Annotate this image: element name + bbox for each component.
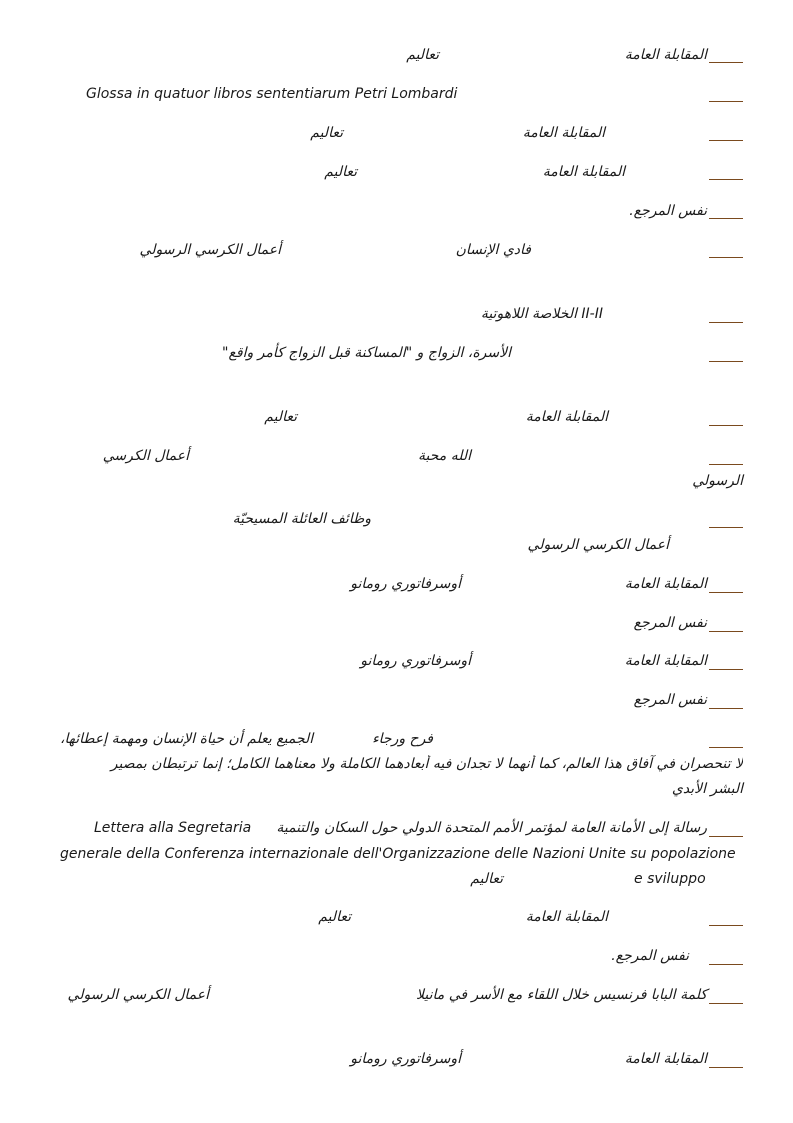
footnote-blank [709, 1067, 743, 1068]
footnote-blank [709, 257, 743, 258]
footnote-source: المقابلة العامة [542, 164, 625, 180]
footnote-blank [709, 322, 743, 323]
footnote-publication: أعمال الكرسي [102, 448, 189, 464]
footnote-blank [709, 527, 743, 528]
footnote-source: المقابلة العامة [522, 125, 605, 141]
footnote-blank [709, 964, 743, 965]
footnote-blank [709, 747, 743, 748]
footnote-source: فرح ورجاء [372, 731, 433, 747]
footnote-publication: تعاليم [310, 125, 343, 141]
footnote-publication: تعاليم [324, 164, 357, 180]
footnote-source: نفس المرجع [633, 615, 707, 631]
footnote-source: المقابلة العامة [525, 909, 608, 925]
footnote-source: نفس المرجع [633, 692, 707, 708]
footnote-publication: أعمال الكرسي الرسولي [139, 242, 281, 258]
footnote-blank [709, 179, 743, 180]
footnote-blank [709, 708, 743, 709]
footnote-blank [709, 925, 743, 926]
footnote-source: المقابلة العامة [624, 47, 707, 63]
footnote-source: المقابلة العامة [624, 1051, 707, 1067]
footnote-source: نفس المرجع. [629, 203, 707, 219]
footnote-publication: أوسرفاتوري رومانو [350, 576, 461, 592]
footnote-publication: أعمال الكرسي الرسولي [527, 537, 669, 553]
footnote-source: الخلاصة اللاهوتية II-II [480, 306, 603, 322]
footnote-blank [709, 140, 743, 141]
footnote-source: المقابلة العامة [624, 576, 707, 592]
footnote-blank [709, 361, 743, 362]
footnote-publication: تعاليم [264, 409, 297, 425]
footnote-publication: أوسرفاتوري رومانو [360, 653, 471, 669]
footnote-source-latin-cont: generale della Conferenza internazionale dell'Organizzazione delle Nazioni Unite su popolazione [60, 846, 736, 862]
footnote-source: الله محبة [417, 448, 471, 464]
footnote-quote: الجميع يعلم أن حياة الإنسان ومهمة إعطائها، [60, 731, 314, 747]
footnote-source: Glossa in quatuor libros sententiarum Petri Lombardi [86, 86, 458, 102]
footnote-source-latin: Lettera alla Segretaria [94, 820, 252, 836]
footnote-blank [709, 631, 743, 632]
footnote-source: نفس المرجع. [611, 948, 689, 964]
footnote-publication: تعاليم [406, 47, 439, 63]
footnote-source: الأسرة، الزواج و "المساكنة قبل الزواج كأمر واقع" [222, 345, 511, 361]
footnote-publication: تعاليم [470, 871, 503, 887]
footnote-blank [709, 464, 743, 465]
footnote-quote-line: البشر الأبدي [671, 781, 743, 797]
footnote-blank [709, 425, 743, 426]
footnote-source: فادي الإنسان [455, 242, 531, 258]
footnote-blank [709, 1003, 743, 1004]
footnote-blank [709, 592, 743, 593]
footnote-blank [709, 62, 743, 63]
footnote-blank [709, 669, 743, 670]
footnote-source: كلمة البابا فرنسيس خلال اللقاء مع الأسر في مانيلا [416, 987, 707, 1003]
footnote-publication: تعاليم [318, 909, 351, 925]
footnote-source: المقابلة العامة [624, 653, 707, 669]
footnote-source-latin-cont: e sviluppo [634, 871, 706, 887]
footnote-source: رسالة إلى الأمانة العامة لمؤتمر الأمم المتحدة الدولي حول السكان والتنمية [276, 820, 707, 836]
footnote-quote-line: لا تنحصران في آفاق هذا العالم، كما أنهما لا تجدان فيه أبعادهما الكاملة ولا معناهما الكامل؛ إنما ترتبطان بمصير [110, 756, 743, 772]
footnote-publication: أعمال الكرسي الرسولي [67, 987, 209, 1003]
footnote-publication: أوسرفاتوري رومانو [350, 1051, 461, 1067]
footnote-blank [709, 836, 743, 837]
footnote-blank [709, 101, 743, 102]
footnote-blank [709, 218, 743, 219]
footnote-source: وظائف العائلة المسيحيّة [232, 511, 371, 527]
footnote-continuation: الرسولي [692, 473, 743, 489]
footnote-source: المقابلة العامة [525, 409, 608, 425]
